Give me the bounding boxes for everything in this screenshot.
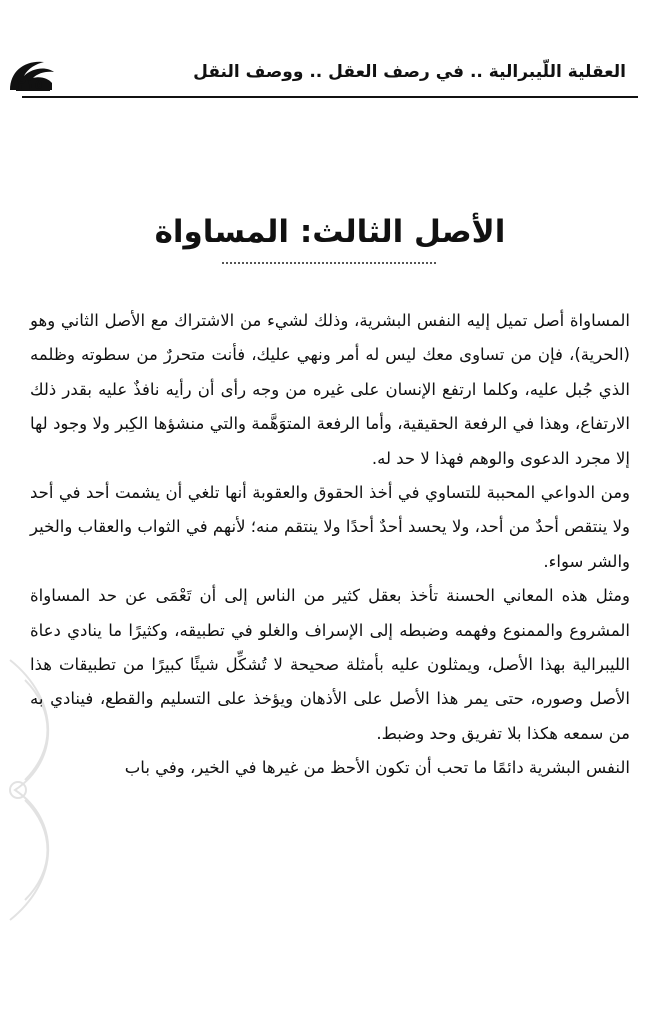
paragraph: ومثل هذه المعاني الحسنة تأخذ بعقل كثير من الناس إلى أن تَعْمَى عن حد المساواة المشروع والممنوع وفهمه وضبطه إلى الإسراف والغلو في تطبيقه، وكثيرًا ما ينادي دعاة الليبرالية بهذا الأصل، ويمثلون عليه بأمثلة صحيحة لا تُشكِّل شيئًا كبيرًا من تطبيقات هذا الأصل وصوره، حتى يمر هذا الأصل على الأذهان ويؤخذ على التسليم والقطع، فينادي به من سمعه هكذا بلا تفريق وحد وضبط. <box>30 586 630 743</box>
paragraph: المساواة أصل تميل إليه النفس البشرية، وذلك لشيء من الاشتراك مع الأصل الثاني وهو (الحرية)، فإن من تساوى معك ليس له أمر ونهي عليك، فأنت متحررٌ من سطوته وظلمه الذي جُبل عليه، وكلما ارتفع الإنسان على غيره من وجه رأى أن رأيه نافذٌ عليه بقدر ذلك الارتفاع، وهذا في الرفعة الحقيقية، وأما الرفعة المتوَهَّمة والتي منشؤها الكِبر ولا وجود لها إلا مجرد الدعوى والوهم فهذا لا حد له. <box>30 311 630 468</box>
section-title: الأصل الثالث: المساواة <box>154 214 506 250</box>
page-number: ٢١٥ <box>17 77 43 93</box>
header-rule <box>22 96 638 98</box>
title-underline <box>222 262 436 264</box>
paragraph: ومن الدواعي المحببة للتساوي في أخذ الحقوق والعقوبة أنها تلغي أن يشمت أحد في أحد ولا ينتقص أحدٌ من أحد، ولا يحسد أحدٌ أحدًا ولا ينتقم منه؛ لأنهم في الثواب والعقاب والخير والشر سواء. <box>30 483 630 571</box>
running-header <box>0 54 660 102</box>
body-text <box>30 304 630 786</box>
paragraph: النفس البشرية دائمًا ما تحب أن تكون الأحظ من غيرها في الخير، وفي باب <box>124 758 630 778</box>
running-title: العقلية اللّيبرالية .. في رصف العقل .. ووصف النقل <box>193 62 626 82</box>
